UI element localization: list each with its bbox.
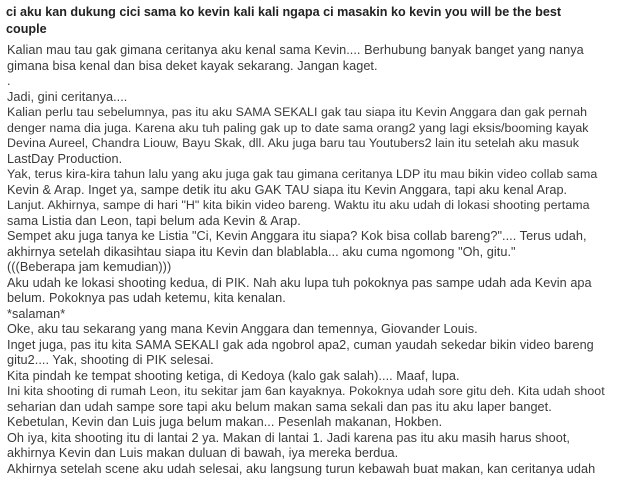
body-line: Devina Aureel, Chandra Liouw, Bayu Skak, dll. Aku juga baru tau Youtubers2 lain itu setelah aku masuk: [7, 136, 579, 150]
body-line: Inget juga, pas itu kita SAMA SEKALI gak ada ngobrol apa2, cuman yaudah sekedar bikin video bareng: [7, 337, 594, 352]
body-line: Akhirnya setelah scene aku udah selesai, aku langsung turun kebawah buat makan, kan ceritanya udah: [7, 461, 596, 476]
body-line: gimana bisa kenal dan bisa deket kayak sekarang. Jangan kaget.: [7, 58, 378, 73]
body-line: Ini kita shooting di rumah Leon, itu sekitar jam 6an kayaknya. Pokoknya udah sore gitu deh. Kita udah shoot: [7, 384, 605, 398]
body-line: gitu2.... Yak, shooting di PIK selesai.: [7, 353, 214, 367]
body-line: denger nama dia juga. Karena aku tuh paling gak up to date sama orang2 yang lagi eksis/booming kayak: [7, 120, 589, 135]
body-line: sama Listia dan Leon, tapi belum ada Kevin & Arap.: [7, 213, 301, 228]
post-body: [0, 41, 640, 493]
body-line: Kebetulan, Kevin dan Luis juga belum makan... Pesenlah makanan, Hokben.: [7, 415, 443, 429]
body-line: seharian dan udah sampe sore tapi aku belum makan sama sekali dan pas itu aku laper banget.: [7, 399, 552, 414]
post-title: [6, 4, 634, 38]
post-title-line: ci aku kan dukung cici sama ko kevin kali kali ngapa ci masakin ko kevin you will be the best: [6, 5, 562, 19]
body-line: .: [7, 74, 11, 88]
body-line: Lanjut. Akhirnya, sampe di hari "H" kita bikin video bareng. Waktu itu aku udah di lokasi shooting pertama: [7, 198, 590, 212]
body-line: akhirnya Kevin dan Luis makan duluan di bawah, iya mereka berdua.: [7, 446, 399, 460]
body-line: *salaman*: [7, 306, 66, 321]
body-line: (((Beberapa jam kemudian))): [7, 260, 172, 274]
body-line: Oh iya, kita shooting itu di lantai 2 ya. Makan di lantai 1. Jadi karena pas itu aku masih harus shoot,: [7, 430, 571, 445]
body-line: belum. Pokoknya pas udah ketemu, kita kenalan.: [7, 291, 286, 305]
body-line: Sempet aku juga tanya ke Listia "Ci, Kevin Anggara itu siapa? Kok bisa collab bareng?".... Terus udah,: [7, 229, 587, 243]
body-line: Kalian perlu tau sebelumnya, pas itu aku SAMA SEKALI gak tau siapa itu Kevin Anggara dan gak pernah: [7, 105, 588, 119]
post-title-line: couple: [6, 22, 47, 36]
body-line: Oke, aku tau sekarang yang mana Kevin Anggara dan temennya, Giovander Louis.: [7, 322, 478, 336]
body-line: LastDay Production.: [7, 151, 123, 166]
body-line: Kita pindah ke tempat shooting ketiga, di Kedoya (kalo gak salah).... Maaf, lupa.: [7, 368, 460, 383]
body-line: akhirnya setelah dikasihtau siapa itu Kevin dan blablabla... aku cuma ngomong "Oh, gitu.": [7, 244, 516, 259]
body-line: Yak, terus kira-kira tahun lalu yang aku juga gak tau gimana ceritanya LDP itu mau bikin video collab sama: [7, 167, 598, 181]
body-line: Aku udah ke lokasi shooting kedua, di PIK. Nah aku lupa tuh pokoknya pas sampe udah ada Kevin apa: [7, 275, 592, 290]
body-line: Jadi, gini ceritanya....: [7, 89, 128, 104]
body-line: Kalian mau tau gak gimana ceritanya aku kenal sama Kevin.... Berhubung banyak banget yang nanya: [7, 43, 584, 57]
body-line: Kevin & Arap. Inget ya, sampe detik itu aku GAK TAU siapa itu Kevin Anggara, tapi aku kenal Arap.: [7, 182, 568, 197]
